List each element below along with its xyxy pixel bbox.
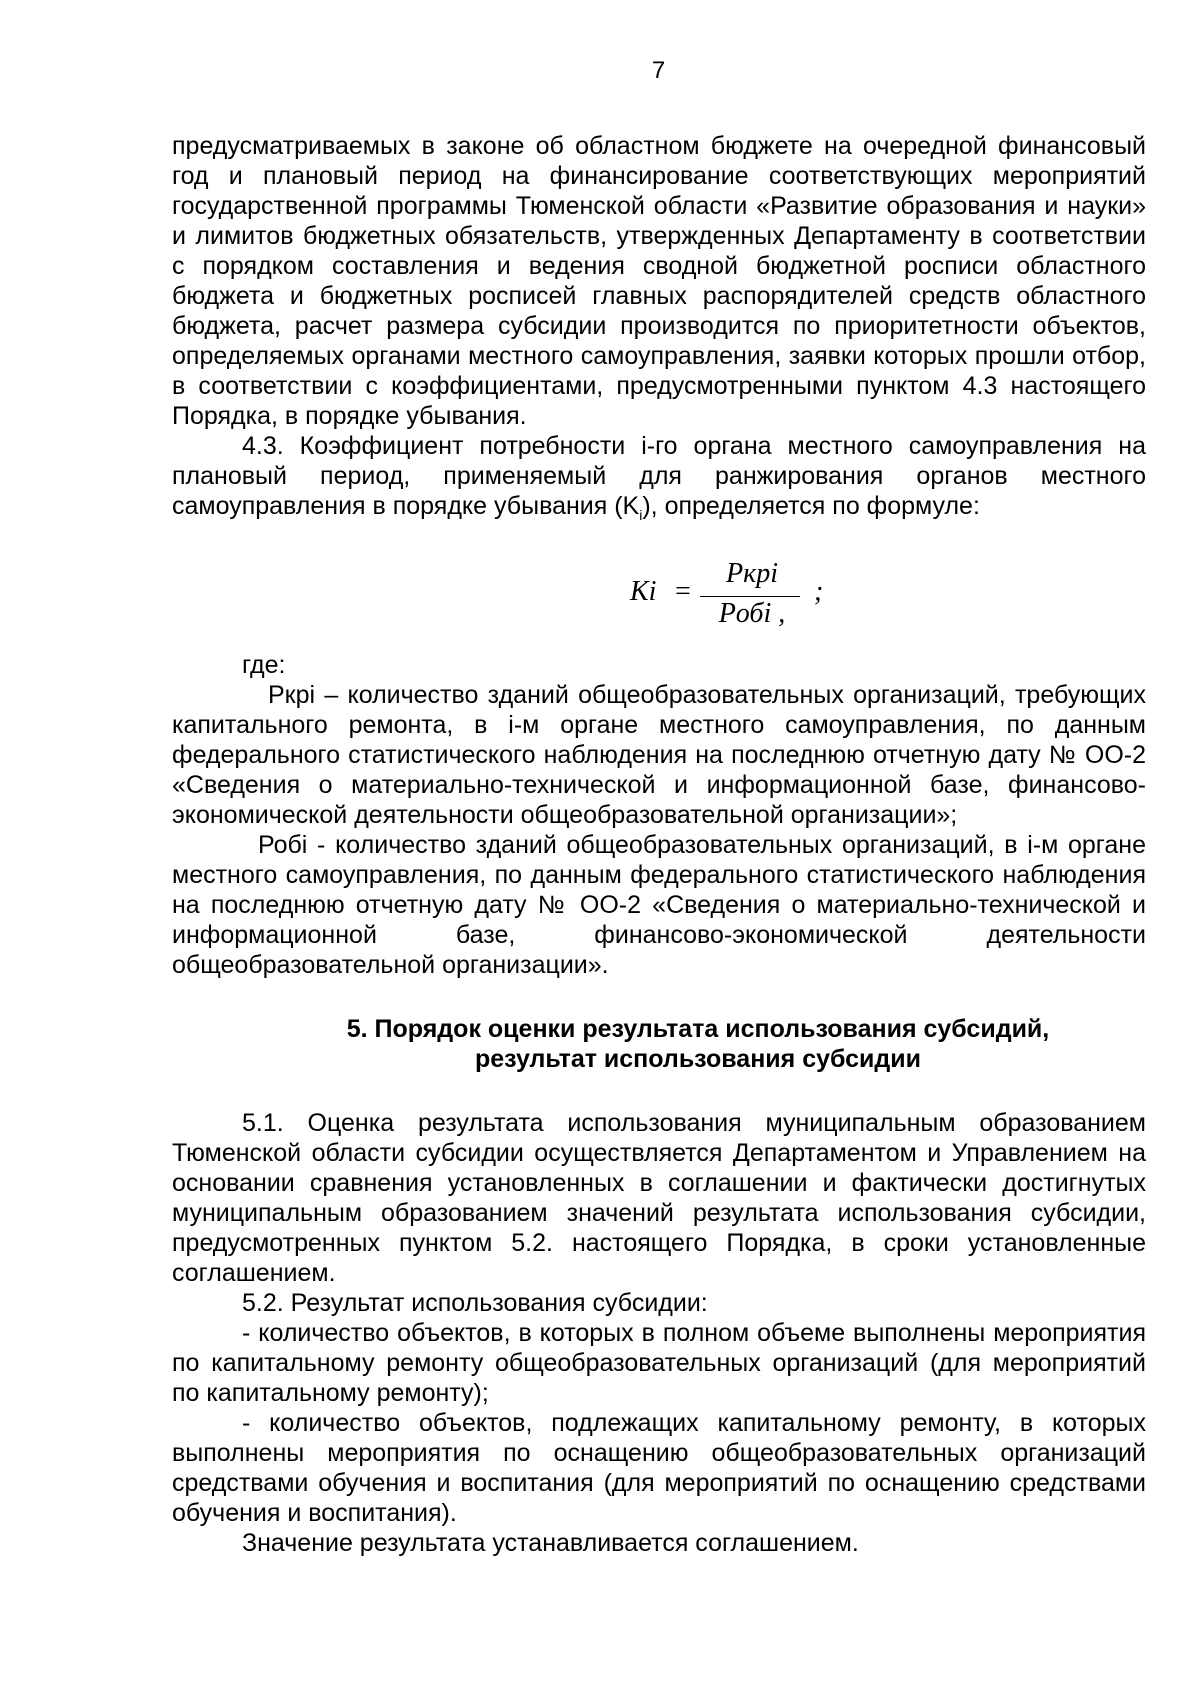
paragraph-budget-calculation: предусматриваемых в законе об областном бюджете на очередной финансовый год и плановый период на финансирование соответствующих мероприятий государственной программы Тюменской области «Развитие образования и науки» и лимитов бюджетных обязательств, утвержденных Департаменту в соответствии с порядком составления и ведения сводной бюджетной росписи областного бюджета и бюджетных росписей главных распорядителей средств областного бюджета, расчет размера субсидии производится по приоритетности объектов, определяемых органами местного самоуправления, заявки которых прошли отбор, в соответствии с коэффициентами, предусмотренными пунктом 4.3 настоящего Порядка, в порядке убывания. (172, 132, 1146, 430)
paragraph-5-2-item-1: - количество объектов, в которых в полном объеме выполнены мероприятия по капитальному ремонту общеобразовательных организаций (для мероприятий по капитальному ремонту); (172, 1319, 1146, 1407)
paragraph-4-3 (172, 431, 1146, 530)
paragraph-4-3-text: 4.3. Коэффициент потребности i-го органа местного самоуправления на плановый период, применяемый для ранжирования органов местного самоуправления в порядке убывания (K (172, 432, 1146, 520)
paragraph-5-2: 5.2. Результат использования субсидии: (242, 1289, 708, 1317)
section-title-line-1: 5. Порядок оценки результата использования субсидий, (346, 1015, 1050, 1043)
page-number: 7 (651, 57, 666, 84)
definition-pkri: Ркрi – количество зданий общеобразовательных организаций, требующих капитального ремонта, в i-м органе местного самоуправления, по данным федерального статистического наблюдения на последнюю отчетную дату № ОО-2 «Сведения о материально-технической и информационной базе, финансово-экономической деятельности общеобразовательной организации»; (172, 681, 1146, 829)
formula-semicolon: ; (814, 576, 824, 607)
fraction-bar (700, 596, 800, 597)
paragraph-5-1: 5.1. Оценка результата использования муниципальным образованием Тюменской области субсидии осуществляется Департаментом и Управлением на основании сравнения установленных в соглашении и фактически достигнутых муниципальным образованием значений результата использования субсидии, предусмотренных пунктом 5.2. настоящего Порядка, в сроки установленные соглашением. (172, 1109, 1146, 1287)
subscript-i: i (639, 507, 643, 523)
paragraph-4-3-tail: ), определяется по формуле: (642, 492, 980, 520)
formula-lhs: Ki (630, 576, 657, 607)
formula-numerator: Pкрi (726, 558, 778, 589)
coefficient-formula (172, 530, 1146, 650)
section-title-line-2: результат использования субсидии (474, 1045, 922, 1073)
formula-equals: = (675, 576, 691, 607)
document-body (172, 131, 1146, 1558)
paragraph-final: Значение результата устанавливается соглашением. (242, 1529, 859, 1557)
formula-denominator: Pобi , (718, 598, 786, 629)
where-label: где: (242, 651, 286, 679)
paragraph-5-2-item-2: - количество объектов, подлежащих капитальному ремонту, в которых выполнены мероприятия по оснащению общеобразовательных организаций средствами обучения и воспитания (для мероприятий по оснащению средствами обучения и воспитания). (172, 1409, 1146, 1527)
definition-pobi: Робi - количество зданий общеобразовательных организаций, в i-м органе местного самоуправления, по данным федерального статистического наблюдения на последнюю отчетную дату № ОО-2 «Сведения о материально-технической и информационной базе, финансово-экономической деятельности общеобразовательной организации». (172, 831, 1146, 979)
